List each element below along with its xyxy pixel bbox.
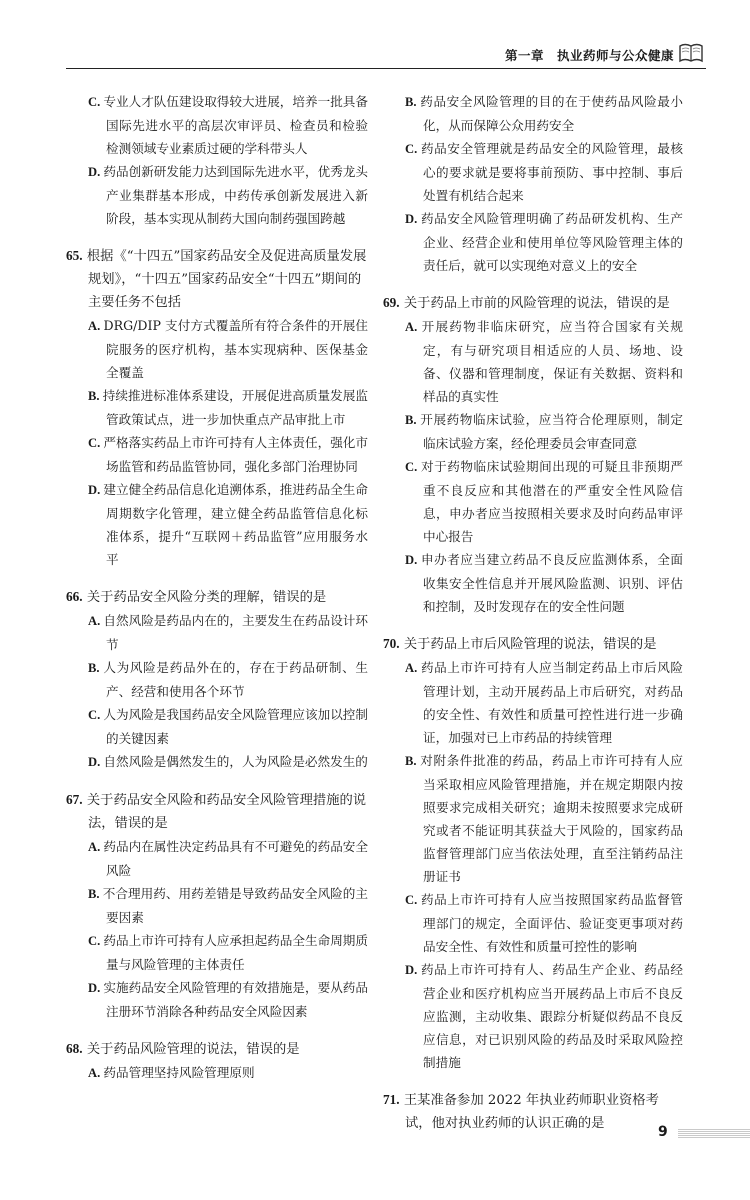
question-text: 关于药品安全风险分类的理解，错误的是 xyxy=(86,590,327,605)
left-column xyxy=(66,90,368,1099)
question-stem xyxy=(66,1037,368,1061)
question-68 xyxy=(66,1037,368,1085)
footer-decoration xyxy=(678,1129,750,1138)
question-stem xyxy=(383,291,683,315)
running-header xyxy=(66,40,706,69)
option-d: D. 建立健全药品信息化追溯体系，推进药品全生命周期数字化管理，建立健全药品监管信息化标准体系，提升“互联网＋药品监管”应用服务水平 xyxy=(88,482,368,567)
option-c: C. 人为风险是我国药品安全风险管理应该加以控制的关键因素 xyxy=(88,707,368,746)
question-stem xyxy=(383,632,683,656)
question-stem xyxy=(66,585,368,609)
question-number: 66. xyxy=(66,589,83,604)
question-number: 65. xyxy=(66,248,83,263)
option-b: B. 开展药物临床试验，应当符合伦理原则，制定临床试验方案，经伦理委员会审查同意 xyxy=(405,412,684,451)
option-b: B. 对附条件批准的药品，药品上市许可持有人应当采取相应风险管理措施，并在规定期限内按照要求完成相关研究；逾期未按照要求完成研究或者不能证明其获益大于风险的，国家药品监督管理部门应当依法处理，直至注销药品注册证书 xyxy=(405,753,684,884)
question-text: 根据《“十四五”国家药品安全及促进高质量发展规划》，“十四五”国家药品安全“十四五”期间的主要任务不包括 xyxy=(86,249,367,310)
question-number: 69. xyxy=(383,295,400,310)
question-71 xyxy=(383,1088,683,1135)
option-d: D. 实施药品安全风险管理的有效措施是，要从药品注册环节消除各种药品安全风险因素 xyxy=(88,980,368,1019)
chapter-title: 第一章 执业药师与公众健康 xyxy=(504,48,674,63)
option-c: C. 对于药物临床试验期间出现的可疑且非预期严重不良反应和其他潜在的严重安全性风险信息，申办者应当按照相关要求及时向药品审评中心报告 xyxy=(405,459,683,544)
question-stem xyxy=(66,788,368,835)
question-text: 关于药品上市后风险管理的说法，错误的是 xyxy=(403,637,657,652)
question-stem xyxy=(66,244,368,314)
option-c: C. 严格落实药品上市许可持有人主体责任，强化市场监管和药品监管协同，强化多部门治理协同 xyxy=(88,435,368,474)
question-69 xyxy=(383,291,683,618)
option-c: C. 药品上市许可持有人应当按照国家药品监督管理部门的规定，全面评估、验证变更事项对药品安全性、有效性和质量可控性的影响 xyxy=(405,892,683,954)
option-a: A. 自然风险是药品内在的，主要发生在药品设计环节 xyxy=(88,613,368,652)
question-text: 关于药品安全风险和药品安全风险管理措施的说法，错误的是 xyxy=(86,793,367,831)
question-text: 关于药品上市前的风险管理的说法，错误的是 xyxy=(403,296,670,311)
question-number: 68. xyxy=(66,1041,83,1056)
question-number: 67. xyxy=(66,792,83,807)
question-70 xyxy=(383,632,683,1074)
question-text: 王某准备参加 2022 年执业药师职业资格考试，他对执业药师的认识正确的是 xyxy=(403,1093,659,1131)
question-number: 71. xyxy=(383,1092,400,1107)
option-d: D. 药品安全风险管理明确了药品研发机构、生产企业、经营企业和使用单位等风险管理主体的责任后，就可以实现绝对意义上的安全 xyxy=(405,211,683,273)
option-b: B. 持续推进标准体系建设，开展促进高质量发展监管政策试点，进一步加快重点产品审批上市 xyxy=(88,388,369,427)
option-b: B. 不合理用药、用药差错是导致药品安全风险的主要因素 xyxy=(88,886,369,925)
option-c: C. 药品安全管理就是药品安全的风险管理，最核心的要求就是要将事前预防、事中控制、事后处置有机结合起来 xyxy=(405,141,683,203)
question-text: 关于药品风险管理的说法，错误的是 xyxy=(86,1042,300,1057)
option-a: A. 药品上市许可持有人应当制定药品上市后风险管理计划，主动开展药品上市后研究，对药品的安全性、有效性和质量可控性进行进一步确证，加强对已上市药品的持续管理 xyxy=(405,660,683,745)
question-68-continued xyxy=(383,90,683,277)
option-a: A. DRG/DIP 支付方式覆盖所有符合条件的开展住院服务的医疗机构，基本实现病种、医保基金全覆盖 xyxy=(88,318,368,380)
question-stem xyxy=(383,1088,683,1135)
question-65 xyxy=(66,244,368,571)
question-number: 70. xyxy=(383,636,400,651)
option-d: D. 自然风险是偶然发生的，人为风险是必然发生的 xyxy=(88,754,368,769)
option-64c: C. 专业人才队伍建设取得较大进展，培养一批具备国际先进水平的高层次审评员、检查员和检验检测领域专业素质过硬的学科带头人 xyxy=(88,94,368,156)
option-a: A. 药品内在属性决定药品具有不可避免的药品安全风险 xyxy=(88,839,368,878)
option-a: A. 开展药物非临床研究，应当符合国家有关规定，有与研究项目相适应的人员、场地、设备、仪器和管理制度，保证有关数据、资料和样品的真实性 xyxy=(405,319,683,404)
option-d: D. 药品上市许可持有人、药品生产企业、药品经营企业和医疗机构应当开展药品上市后不良反应监测，主动收集、跟踪分析疑似药品不良反应信息，对已识别风险的药品及时采取风险控制措施 xyxy=(405,962,683,1070)
option-b: B. 药品安全风险管理的目的在于使药品风险最小化，从而保障公众用药安全 xyxy=(405,94,684,133)
question-66 xyxy=(66,585,368,774)
book-icon xyxy=(678,42,704,64)
option-d: D. 申办者应当建立药品不良反应监测体系，全面收集安全性信息并开展风险监测、识别、评估和控制，及时发现存在的安全性问题 xyxy=(405,552,683,614)
option-a: A. 药品管理坚持风险管理原则 xyxy=(88,1065,255,1080)
option-64d: D. 药品创新研发能力达到国际先进水平，优秀龙头产业集群基本形成，中药传承创新发展进入新阶段，基本实现从制药大国向制药强国跨越 xyxy=(88,164,368,226)
option-b: B. 人为风险是药品外在的，存在于药品研制、生产、经营和使用各个环节 xyxy=(88,660,369,699)
question-67 xyxy=(66,788,368,1023)
page-number: 9 xyxy=(658,1124,668,1140)
option-c: C. 药品上市许可持有人应承担起药品全生命周期质量与风险管理的主体责任 xyxy=(88,933,368,972)
right-column xyxy=(383,90,683,1149)
